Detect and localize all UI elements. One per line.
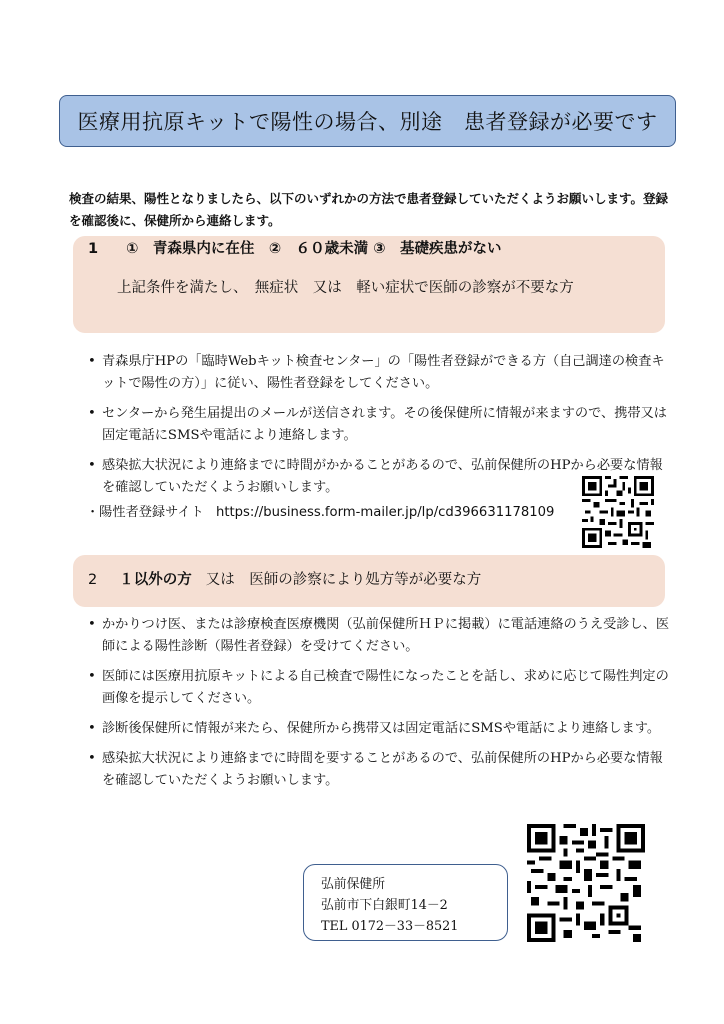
section2-title-bold: １以外の方 [119,572,192,588]
list-item: • 青森県庁HPの「臨時Webキット検査センター」の「陽性者登録ができる方（自己調達の検査キットで陽性の方）」に従い、陽性者登録をしてください。 [86,351,671,395]
section2-heading [88,569,658,591]
site-label: ・陽性者登録サイト [86,505,204,520]
contact-name: 弘前保健所 [321,877,385,892]
page-title: 医療用抗原キットで陽性の場合、別途 患者登録が必要です [59,95,676,147]
registration-site-line [86,502,586,524]
section2-number: 2 [88,572,98,588]
list-item: • 医師には医療用抗原キットによる自己検査で陽性になったことを話し、求めに応じて陽性判定の画像を提示してください。 [86,666,671,710]
section1-number: 1 [88,241,99,257]
contact-tel: TEL 0172－33－8521 [321,919,459,934]
section1-description: 上記条件を満たし、 無症状 又は 軽い症状で医師の診察が不要な方 [117,280,574,296]
list-item: • 感染拡大状況により連絡までに時間がかかることがあるので、弘前保健所のHPから必要な情報を確認していただくようお願いします。 [86,455,671,499]
contact-box [303,864,508,941]
contact-address: 弘前市下白銀町14－2 [321,898,448,913]
list-item: • 感染拡大状況により連絡までに時間を要することがあるので、弘前保健所のHPから必要な情報を確認していただくようお願いします。 [86,748,671,792]
qr-code-icon [527,824,645,942]
list-item: • かかりつけ医、または診療検査医療機関（弘前保健所ＨＰに掲載）に電話連絡のうえ受診し、医師による陽性診断（陽性者登録）を受けてください。 [86,614,671,658]
qr-code-icon [582,476,654,548]
list-item: • センターから発生届提出のメールが送信されます。その後保健所に情報が来ますので、携帯又は固定電話にSMSや電話により連絡します。 [86,403,671,447]
section2-title-rest: 又は 医師の診察により処方等が必要な方 [205,572,482,588]
section1-title: ① 青森県内に在住 ② ６０歳未満 ③ 基礎疾患がない [126,241,502,257]
section1-heading [88,238,658,260]
site-url-link[interactable]: https://business.form-mailer.jp/lp/cd396631178109 [215,505,555,520]
section2-bullet-list [86,614,671,800]
list-item: • 診断後保健所に情報が来たら、保健所から携帯又は固定電話にSMSや電話により連絡します。 [86,718,671,740]
intro-text: 検査の結果、陽性となりましたら、以下のいずれかの方法で患者登録していただくようお願いします。登録を確認後に、保健所から連絡します。 [69,191,669,228]
